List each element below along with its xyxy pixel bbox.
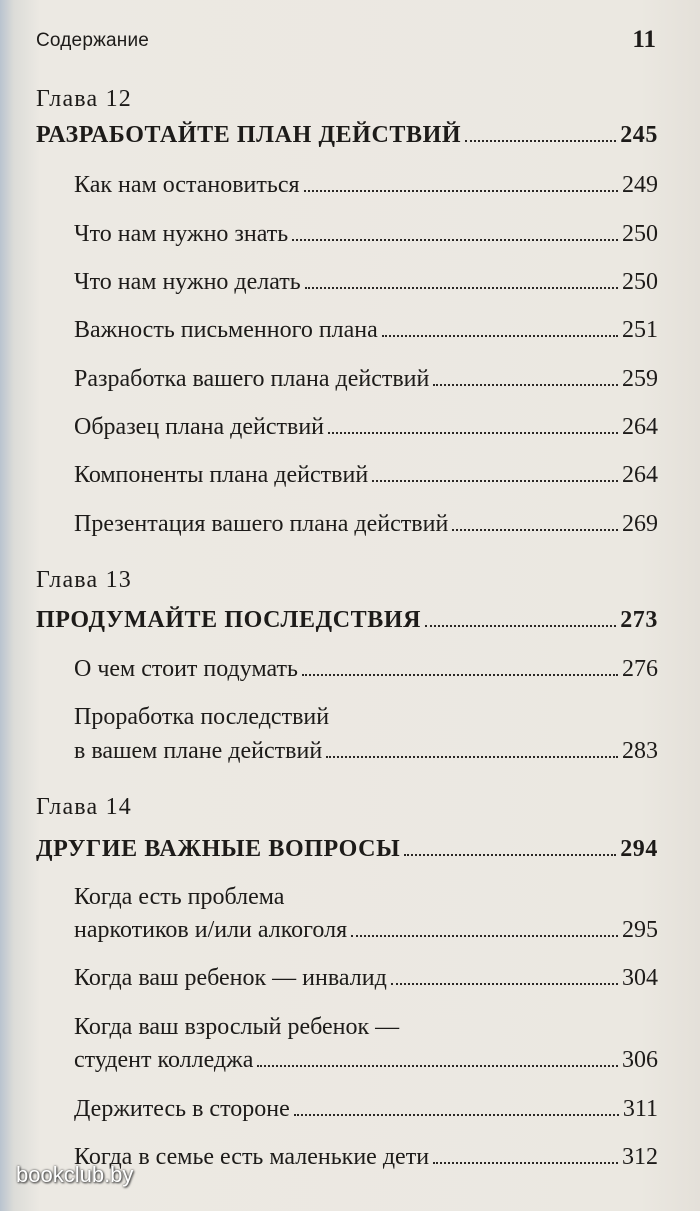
running-head: Содержание bbox=[36, 30, 150, 51]
chapter-title: ПРОДУМАЙТЕ ПОСЛЕДСТВИЯ bbox=[36, 607, 422, 633]
dot-leader bbox=[391, 982, 618, 985]
section-page: 304 bbox=[622, 965, 658, 991]
dot-leader bbox=[292, 238, 618, 241]
chapter-label: Глава 14 bbox=[36, 794, 132, 820]
chapter-entry[interactable] bbox=[36, 607, 658, 634]
chapter-label: Глава 12 bbox=[36, 86, 132, 112]
dot-leader bbox=[433, 1161, 618, 1164]
dot-leader bbox=[257, 1064, 618, 1067]
section-title: Держитесь в стороне bbox=[74, 1096, 290, 1122]
dot-leader bbox=[425, 624, 616, 627]
section-title-line1: Когда есть проблема bbox=[74, 884, 285, 910]
section-page: 269 bbox=[622, 511, 658, 537]
dot-leader bbox=[433, 383, 618, 386]
dot-leader bbox=[382, 334, 618, 337]
section-entry[interactable] bbox=[74, 656, 658, 683]
section-title: Компоненты плана действий bbox=[74, 462, 369, 488]
section-page: 306 bbox=[622, 1047, 658, 1073]
section-entry[interactable] bbox=[74, 366, 658, 393]
section-title: Когда в семье есть маленькие дети bbox=[74, 1144, 430, 1170]
section-page: 295 bbox=[622, 917, 658, 943]
section-title: наркотиков и/или алкоголя bbox=[74, 917, 348, 943]
chapter-page: 294 bbox=[620, 836, 658, 862]
section-title: Что нам нужно знать bbox=[74, 221, 289, 247]
section-title: Как нам остановиться bbox=[74, 172, 300, 198]
chapter-label: Глава 13 bbox=[36, 567, 132, 593]
page-number: 11 bbox=[632, 26, 656, 53]
section-page: 251 bbox=[622, 317, 658, 343]
section-page: 312 bbox=[622, 1144, 658, 1170]
section-entry[interactable] bbox=[74, 172, 658, 199]
section-entry[interactable] bbox=[74, 511, 658, 538]
dot-leader bbox=[372, 479, 618, 482]
section-title: Важность письменного плана bbox=[74, 317, 378, 343]
dot-leader bbox=[326, 755, 618, 758]
section-entry[interactable] bbox=[74, 1047, 658, 1074]
section-entry[interactable] bbox=[74, 1096, 658, 1123]
section-title: О чем стоит подумать bbox=[74, 656, 298, 682]
dot-leader bbox=[404, 853, 616, 856]
chapter-entry[interactable] bbox=[36, 836, 658, 863]
dot-leader bbox=[465, 139, 616, 142]
section-entry[interactable] bbox=[74, 221, 658, 248]
section-entry[interactable] bbox=[74, 965, 658, 992]
dot-leader bbox=[351, 934, 618, 937]
chapter-entry[interactable] bbox=[36, 122, 658, 149]
section-page: 250 bbox=[622, 221, 658, 247]
chapter-page: 245 bbox=[620, 122, 658, 148]
section-page: 264 bbox=[622, 414, 658, 440]
section-title: Что нам нужно делать bbox=[74, 269, 301, 295]
section-title: студент колледжа bbox=[74, 1047, 254, 1073]
section-entry[interactable] bbox=[74, 317, 658, 344]
section-page: 249 bbox=[622, 172, 658, 198]
section-title-line1: Когда ваш взрослый ребенок — bbox=[74, 1014, 400, 1040]
section-entry[interactable] bbox=[74, 269, 658, 296]
section-page: 264 bbox=[622, 462, 658, 488]
dot-leader bbox=[302, 673, 618, 676]
section-entry[interactable] bbox=[74, 1144, 658, 1171]
section-page: 283 bbox=[622, 738, 658, 764]
section-title: Образец плана действий bbox=[74, 414, 325, 440]
chapter-page: 273 bbox=[620, 607, 658, 633]
section-title-line1: Проработка последствий bbox=[74, 704, 330, 730]
section-entry[interactable] bbox=[74, 462, 658, 489]
dot-leader bbox=[328, 431, 618, 434]
section-title: Когда ваш ребенок — инвалид bbox=[74, 965, 387, 991]
dot-leader bbox=[305, 286, 618, 289]
section-page: 311 bbox=[622, 1096, 658, 1122]
section-entry[interactable] bbox=[74, 414, 658, 441]
section-page: 250 bbox=[622, 269, 658, 295]
dot-leader bbox=[304, 189, 618, 192]
dot-leader bbox=[294, 1113, 619, 1116]
watermark: bookclub.by bbox=[16, 1162, 134, 1187]
chapter-title: РАЗРАБОТАЙТЕ ПЛАН ДЕЙСТВИЙ bbox=[36, 122, 462, 148]
section-entry[interactable] bbox=[74, 738, 658, 765]
dot-leader bbox=[452, 528, 618, 531]
section-page: 276 bbox=[622, 656, 658, 682]
section-page: 259 bbox=[622, 366, 658, 392]
chapter-title: ДРУГИЕ ВАЖНЫЕ ВОПРОСЫ bbox=[36, 836, 401, 862]
section-entry[interactable] bbox=[74, 917, 658, 944]
section-title: Разработка вашего плана действий bbox=[74, 366, 430, 392]
section-title: в вашем плане действий bbox=[74, 738, 323, 764]
section-title: Презентация вашего плана действий bbox=[74, 511, 449, 537]
